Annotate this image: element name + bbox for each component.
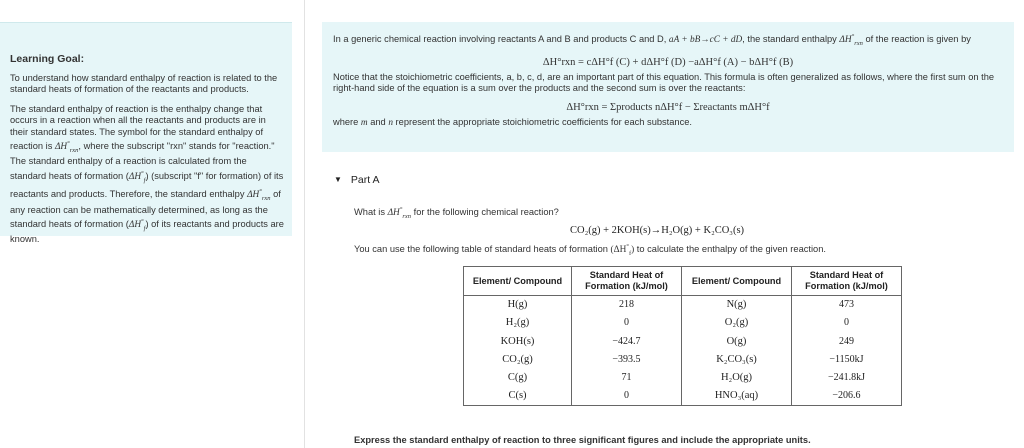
table-header-row <box>464 267 902 296</box>
heat-cell: 0 <box>572 387 682 405</box>
compound-cell: KOH(s) <box>464 332 572 350</box>
answer-instruction: Express the standard enthalpy of reaction to three significant figures and include the appropriate units. <box>354 435 811 445</box>
heat-cell: 473 <box>792 296 902 314</box>
heat-cell: 218 <box>572 296 682 314</box>
learning-goal-text: To understand how standard enthalpy of reaction is related to the standard heats of formation of the reactants and products. <box>10 73 278 95</box>
compound-cell: CO₂(g) <box>464 350 572 368</box>
header-heat-1: Standard Heat of Formation (kJ/mol) <box>572 267 682 296</box>
table-row <box>464 332 902 350</box>
question-text: What is $\Delta H^\circ_{rxn}$ for the following chemical reaction? <box>354 206 559 220</box>
compound-cell: O(g) <box>682 332 792 350</box>
part-a-toggle[interactable] <box>334 174 380 186</box>
compound-cell: H(g) <box>464 296 572 314</box>
heat-cell: −424.7 <box>572 332 682 350</box>
collapse-triangle-icon: ▼ <box>334 175 342 184</box>
heat-cell: −241.8kJ <box>792 369 902 387</box>
target-reaction: CO₂(g) + 2KOH(s)→H₂O(g) + K₂CO₃(s) <box>570 225 745 236</box>
table-row <box>464 314 902 332</box>
table-note: You can use the following table of standard heats of formation $(\Delta H^\circ_f)$ to calculate the enthalpy of the given reaction. <box>354 243 826 257</box>
table-row <box>464 369 902 387</box>
header-compound-1: Element/ Compound <box>464 267 572 296</box>
heat-cell: 0 <box>792 314 902 332</box>
compound-cell: H₂(g) <box>464 314 572 332</box>
heat-cell: 0 <box>572 314 682 332</box>
table-row <box>464 387 902 405</box>
header-heat-2: Standard Heat of Formation (kJ/mol) <box>792 267 902 296</box>
learning-goal-explanation: The standard enthalpy of reaction is the enthalpy change that occurs in a reaction when all the reactants and products are in their standard states. The symbol for the standard enthalpy of reaction is $\Delta H^\circ_{rxn}$, where the subscript "rxn" stands for "reaction." The standard enthalpy of a reaction is calculated from the standard heats of formation $(\Delta H^\circ_f)$ (subscript "f" for formation) of its reactants and products. Therefore, the standard enthalpy $\Delta H^\circ_{rxn}$ of any reaction can be mathematically determined, as long as the standard heats of formation $(\Delta H^\circ_f)$ of its reactants and products are known. <box>10 103 284 245</box>
header-compound-2: Element/ Compound <box>682 267 792 296</box>
panel-divider <box>304 0 305 448</box>
heat-cell: 249 <box>792 332 902 350</box>
heat-of-formation-table <box>463 266 902 406</box>
learning-goal-panel <box>0 22 292 245</box>
intro-box <box>322 22 1014 152</box>
learning-goal-heading: Learning Goal: <box>10 53 85 65</box>
intro-text: In a generic chemical reaction involving reactants A and B and products C and D, aA + bB→cC + dD, the standard enthalpy $\Delta H^\circ_{rxn}$ of the reaction is given by <box>333 33 971 47</box>
table-row <box>464 350 902 368</box>
compound-cell: C(g) <box>464 369 572 387</box>
generic-reaction: aA + bB→cC + dD <box>668 35 743 46</box>
heat-cell: −1150kJ <box>792 350 902 368</box>
enthalpy-equation-general: ΔH°rxn = Σproducts nΔH°f − Σreactants mΔH°f <box>566 101 770 113</box>
heat-cell: −206.6 <box>792 387 902 405</box>
compound-cell: C(s) <box>464 387 572 405</box>
part-a-label: Part A <box>350 174 380 186</box>
enthalpy-equation-specific: ΔH°rxn = cΔH°f (C) + dΔH°f (D) −aΔH°f (A) − bΔH°f (B) <box>542 56 794 68</box>
compound-cell: H₂O(g) <box>682 369 792 387</box>
generalization-text: Notice that the stoichiometric coefficients, a, b, c, d, are an important part of this equation. This formula is often generalized as follows, where the first sum on the right-hand side of the equation is a sum over the products and the second sum is over the reactants: <box>333 71 995 94</box>
compound-cell: O₂(g) <box>682 314 792 332</box>
heat-cell: −393.5 <box>572 350 682 368</box>
table-row <box>464 296 902 314</box>
compound-cell: K₂CO₃(s) <box>682 350 792 368</box>
compound-cell: HNO₃(aq) <box>682 387 792 405</box>
heat-cell: 71 <box>572 369 682 387</box>
compound-cell: N(g) <box>682 296 792 314</box>
coefficient-note: where m and n represent the appropriate stoichiometric coefficients for each substance. <box>333 116 693 128</box>
